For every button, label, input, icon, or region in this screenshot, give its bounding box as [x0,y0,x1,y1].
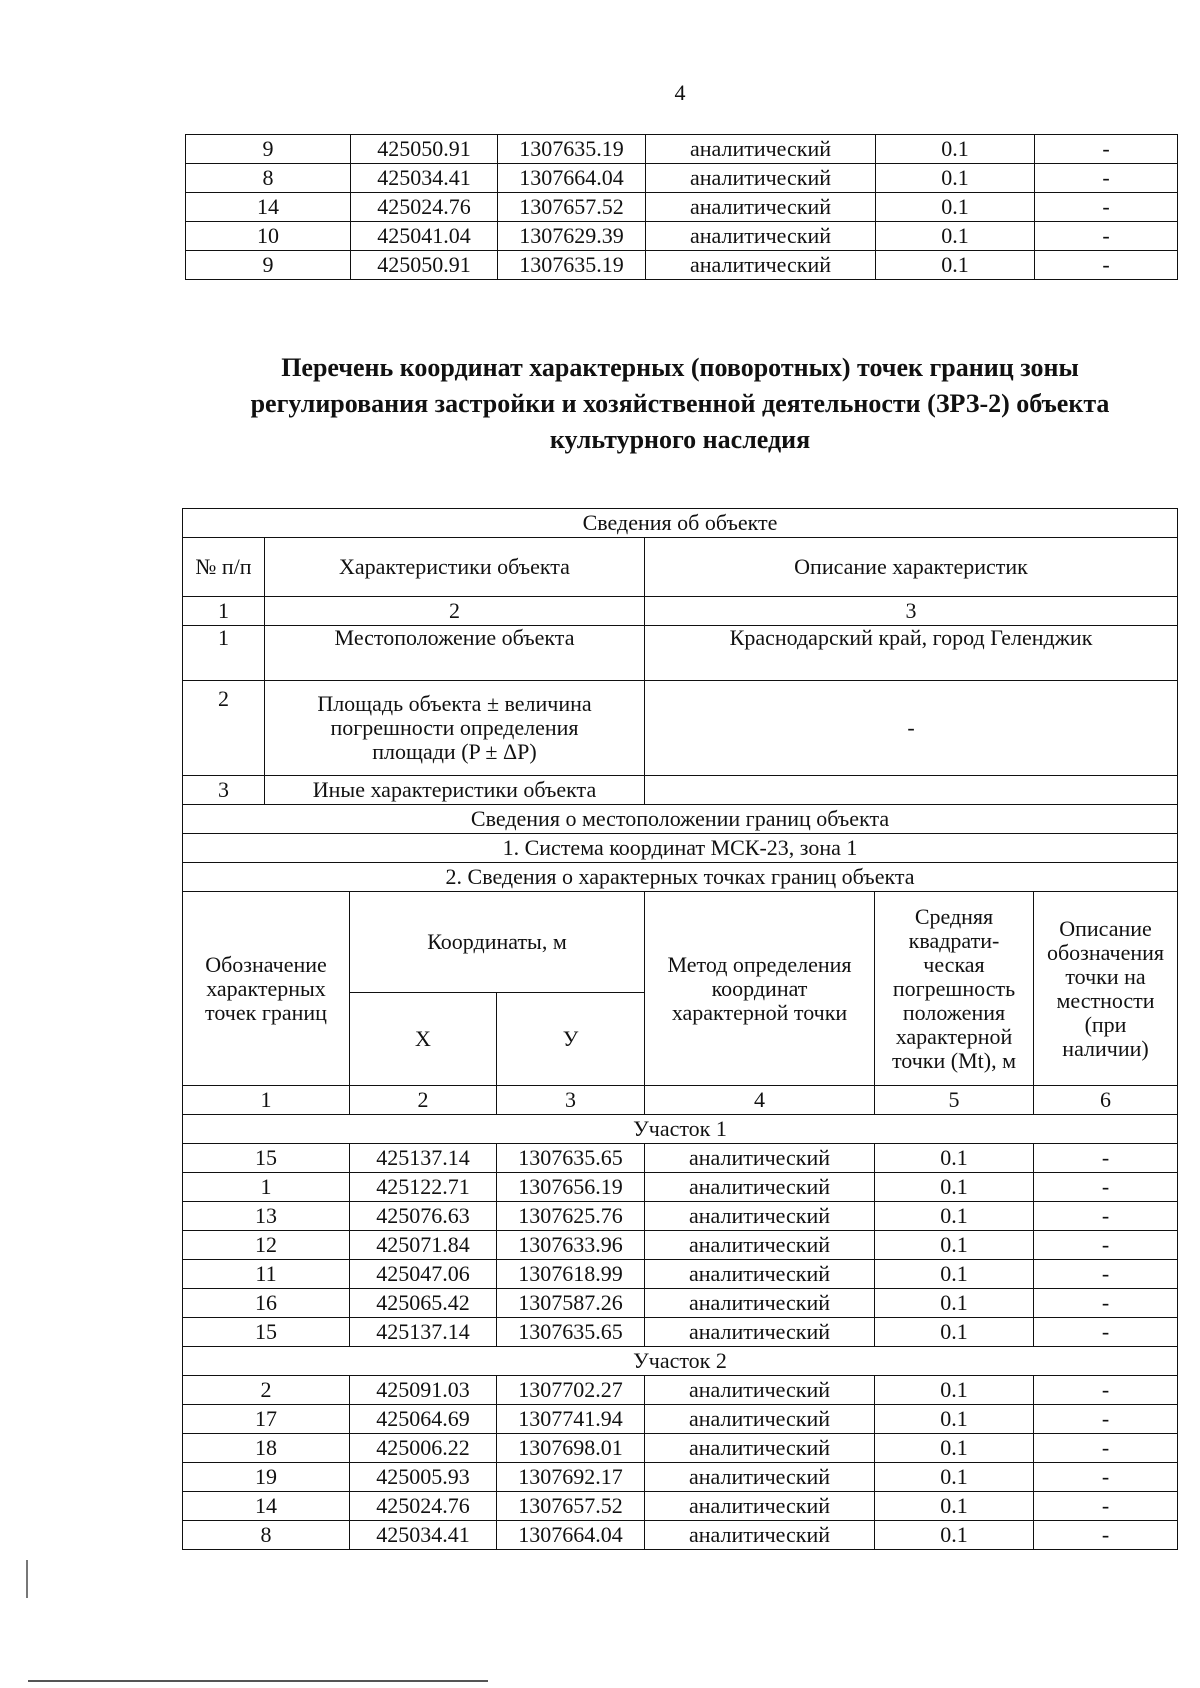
coord-x: 425065.42 [350,1289,497,1318]
coord-x: 425041.04 [351,222,498,251]
point-number: 15 [183,1318,350,1347]
coord-y: 1307702.27 [497,1376,645,1405]
point-number: 19 [183,1463,350,1492]
method: аналитический [646,193,876,222]
coord-x: 425024.76 [350,1492,497,1521]
table-row [186,251,1178,280]
table-row [183,1318,1178,1347]
object-col-number: 3 [645,597,1178,626]
sections-body [183,1115,1178,1550]
table-row [183,1202,1178,1231]
point-description: - [1034,1376,1178,1405]
coordinate-system: 1. Система координат МСК-23, зона 1 [183,834,1178,863]
method: аналитический [646,135,876,164]
col-characteristics-header: Характеристики объекта [265,538,645,597]
coord-y: 1307625.76 [497,1202,645,1231]
table-row [183,1434,1178,1463]
error-value: 0.1 [875,1463,1034,1492]
method: аналитический [645,1434,875,1463]
col-x-header: X [350,993,497,1086]
error-value: 0.1 [875,1521,1034,1550]
continued-coordinates-table [185,134,1178,280]
section-title: Участок 2 [183,1347,1178,1376]
coord-y: 1307635.19 [498,251,646,280]
method: аналитический [646,164,876,193]
section-title: Участок 1 [183,1115,1178,1144]
table-row [183,1405,1178,1434]
error-value: 0.1 [876,251,1035,280]
object-row-number: 3 [183,776,265,805]
object-characteristic: Площадь объекта ± величина погрешности определения площади (P ± ΔP) [265,681,645,776]
error-value: 0.1 [875,1318,1034,1347]
table-row [186,135,1178,164]
coord-y: 1307629.39 [498,222,646,251]
coord-x: 425005.93 [350,1463,497,1492]
column-number: 1 [183,1086,350,1115]
method: аналитический [645,1173,875,1202]
method: аналитический [645,1318,875,1347]
column-number: 5 [875,1086,1034,1115]
col-designation-header: Обозначение характерных точек границ [183,892,350,1086]
error-value: 0.1 [875,1202,1034,1231]
point-number: 10 [186,222,351,251]
coord-x: 425064.69 [350,1405,497,1434]
coord-x: 425137.14 [350,1318,497,1347]
table-row [183,1231,1178,1260]
title-line: культурного наследия [549,425,811,454]
coord-y: 1307635.65 [497,1144,645,1173]
error-value: 0.1 [875,1231,1034,1260]
table-row [183,1144,1178,1173]
scan-artifact-line [28,1680,488,1682]
method: аналитический [645,1289,875,1318]
table-row [183,1376,1178,1405]
table-row [186,193,1178,222]
point-description: - [1034,1202,1178,1231]
point-description: - [1035,164,1178,193]
error-value: 0.1 [875,1289,1034,1318]
coord-y: 1307635.65 [497,1318,645,1347]
point-number: 8 [186,164,351,193]
point-description: - [1035,251,1178,280]
point-number: 15 [183,1144,350,1173]
continued-coordinates-body [186,135,1178,280]
object-description: - [645,681,1178,776]
point-number: 18 [183,1434,350,1463]
coord-y: 1307656.19 [497,1173,645,1202]
point-description: - [1034,1463,1178,1492]
object-col-number: 2 [265,597,645,626]
table-row [183,1492,1178,1521]
error-value: 0.1 [875,1173,1034,1202]
coord-x: 425034.41 [351,164,498,193]
zone-coordinates-table [182,508,1178,1550]
scan-artifact [26,1560,28,1598]
col-point-description-header: Описание обозначения точки на местности (при наличии) [1034,892,1178,1086]
method: аналитический [645,1144,875,1173]
point-description: - [1034,1434,1178,1463]
col-number-header: № п/п [183,538,265,597]
coord-y: 1307664.04 [497,1521,645,1550]
method: аналитический [645,1376,875,1405]
table-row [183,1463,1178,1492]
page-number: 4 [674,80,686,105]
column-number: 3 [497,1086,645,1115]
coord-x: 425047.06 [350,1260,497,1289]
method: аналитический [645,1260,875,1289]
coord-x: 425024.76 [351,193,498,222]
object-description: Краснодарский край, город Геленджик [645,626,1178,681]
point-description: - [1034,1405,1178,1434]
point-description: - [1034,1492,1178,1521]
point-description: - [1034,1318,1178,1347]
section-header-row [183,1347,1178,1376]
method: аналитический [645,1231,875,1260]
location-header: Сведения о местоположении границ объекта [183,805,1178,834]
coord-x: 425050.91 [351,135,498,164]
coord-y: 1307692.17 [497,1463,645,1492]
point-description: - [1034,1144,1178,1173]
point-number: 14 [186,193,351,222]
coord-y: 1307618.99 [497,1260,645,1289]
point-number: 16 [183,1289,350,1318]
object-row-number: 2 [183,681,265,776]
point-description: - [1034,1173,1178,1202]
col-error-header: Средняя квадрати-ческая погрешность положения характерной точки (Mt), м [875,892,1034,1086]
method: аналитический [646,222,876,251]
error-value: 0.1 [875,1144,1034,1173]
point-description: - [1034,1260,1178,1289]
object-description [645,776,1178,805]
point-description: - [1034,1289,1178,1318]
column-number: 2 [350,1086,497,1115]
point-number: 14 [183,1492,350,1521]
coord-y: 1307698.01 [497,1434,645,1463]
error-value: 0.1 [876,135,1035,164]
point-number: 1 [183,1173,350,1202]
coord-x: 425050.91 [351,251,498,280]
coord-y: 1307587.26 [497,1289,645,1318]
coord-x: 425006.22 [350,1434,497,1463]
column-number: 6 [1034,1086,1178,1115]
coord-x: 425076.63 [350,1202,497,1231]
point-description: - [1034,1231,1178,1260]
coord-y: 1307741.94 [497,1405,645,1434]
error-value: 0.1 [875,1492,1034,1521]
coord-x: 425091.03 [350,1376,497,1405]
col-description-header: Описание характеристик [645,538,1178,597]
point-number: 17 [183,1405,350,1434]
coord-y: 1307657.52 [497,1492,645,1521]
table-row [183,1173,1178,1202]
object-characteristic: Иные характеристики объекта [265,776,645,805]
error-value: 0.1 [876,164,1035,193]
point-number: 13 [183,1202,350,1231]
object-info-header: Сведения об объекте [183,509,1178,538]
point-number: 9 [186,135,351,164]
document-title [210,350,1150,458]
point-number: 9 [186,251,351,280]
col-coords-header: Координаты, м [350,892,645,993]
point-description: - [1034,1521,1178,1550]
error-value: 0.1 [875,1434,1034,1463]
coord-x: 425137.14 [350,1144,497,1173]
coord-y: 1307635.19 [498,135,646,164]
table-row [186,222,1178,251]
object-col-number: 1 [183,597,265,626]
col-method-header: Метод определения координат характерной точки [645,892,875,1086]
table-row [183,1521,1178,1550]
error-value: 0.1 [875,1376,1034,1405]
error-value: 0.1 [875,1260,1034,1289]
col-y-header: У [497,993,645,1086]
method: аналитический [645,1202,875,1231]
point-description: - [1035,135,1178,164]
error-value: 0.1 [875,1405,1034,1434]
method: аналитический [645,1492,875,1521]
method: аналитический [645,1405,875,1434]
coord-x: 425122.71 [350,1173,497,1202]
method: аналитический [645,1463,875,1492]
section-header-row [183,1115,1178,1144]
coord-x: 425071.84 [350,1231,497,1260]
coord-y: 1307633.96 [497,1231,645,1260]
coord-x: 425034.41 [350,1521,497,1550]
point-description: - [1035,222,1178,251]
method: аналитический [645,1521,875,1550]
column-number: 4 [645,1086,875,1115]
table-row [183,1289,1178,1318]
object-characteristic: Местоположение объекта [265,626,645,681]
point-description: - [1035,193,1178,222]
point-number: 2 [183,1376,350,1405]
method: аналитический [646,251,876,280]
point-number: 11 [183,1260,350,1289]
object-row-number: 1 [183,626,265,681]
points-header: 2. Сведения о характерных точках границ объекта [183,863,1178,892]
coord-y: 1307664.04 [498,164,646,193]
point-number: 8 [183,1521,350,1550]
error-value: 0.1 [876,193,1035,222]
table-row [183,1260,1178,1289]
coord-y: 1307657.52 [498,193,646,222]
title-line: Перечень координат характерных (поворотных) точек границ зоны [281,353,1079,382]
table-row [186,164,1178,193]
error-value: 0.1 [876,222,1035,251]
title-line: регулирования застройки и хозяйственной деятельности (ЗРЗ-2) объекта [250,389,1110,418]
point-number: 12 [183,1231,350,1260]
